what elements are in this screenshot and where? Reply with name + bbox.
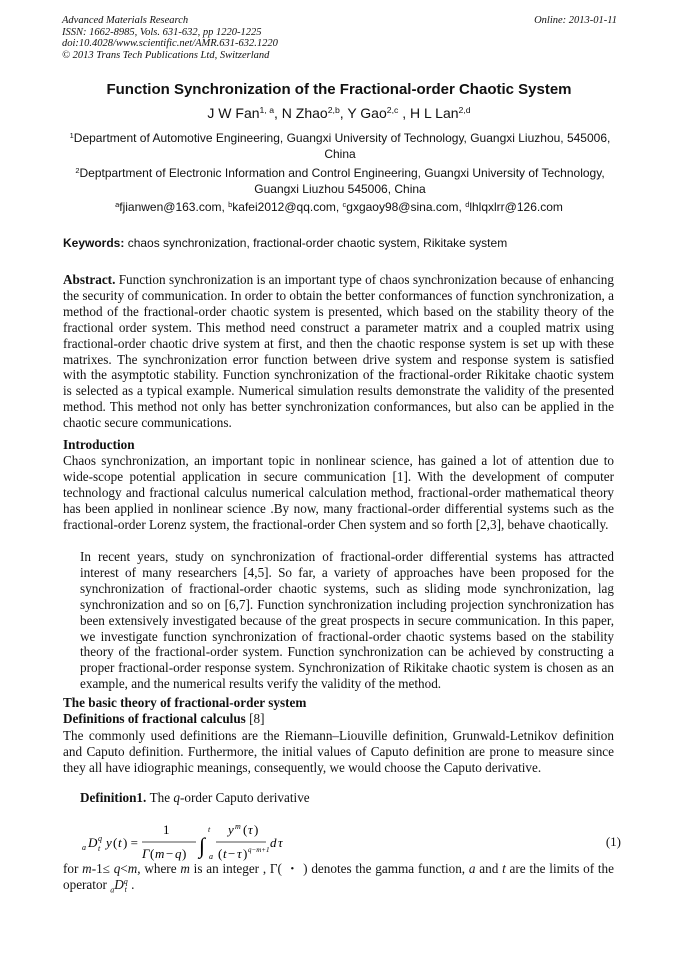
text-run: for xyxy=(63,861,83,876)
svg-text:−: − xyxy=(166,846,174,861)
email-sup: c xyxy=(342,199,347,209)
svg-text:y: y xyxy=(228,822,234,837)
svg-text:m: m xyxy=(155,846,165,861)
author-name: H L Lan xyxy=(410,105,459,121)
svg-text:t: t xyxy=(208,825,211,834)
svg-text:(: ( xyxy=(218,846,223,861)
math-var: m xyxy=(82,861,92,876)
svg-text:): ) xyxy=(254,822,259,837)
intro-paragraph-1: Chaos synchronization, an important topic in nonlinear science, has gained a lot of attention due to wide-scope potential application in secure communication [1]. With the development of computer technology and fractional calculus numerical calculation method, fractional-order mathematical theory has been applied in nonlinear science .By now, many fractional-order differential systems such as the fractional-order Lorenz system, the fractional-order Chen system and so forth [2,3], behave chaotically. xyxy=(63,453,614,532)
caputo-operator-symbol: $_a$D q t xyxy=(110,876,128,895)
svg-text:a: a xyxy=(82,843,86,852)
online-date: Online: 2013-01-11 xyxy=(534,15,617,26)
section-heading-theory: The basic theory of fractional-order system xyxy=(63,695,307,710)
author-name: Y Gao xyxy=(347,105,387,121)
paper-title: Function Synchronization of the Fractional-order Chaotic System xyxy=(106,81,572,98)
author-sup: 2,c xyxy=(386,105,399,116)
abstract-text: Function synchronization is an important type of chaos synchronization because of enhancing the security of communication. In order to obtain the better conformances of function synchronization, a method of the fractional-order chaotic system is presented, which based on the stability theory of the fractional order system. This method need construct a parameter matrix and a coupled matrix using fractional-order chaotic drive system at first, and then the chaotic response system is set up with these matrixes. The synchronization error function between drive system and response system is satisfied with the asymptotic stability. Function synchronization of the fractional-order Rikitake chaotic system is selected as a typical example. Numerical simulation results demonstrate the validity of the presented method. This method not only has better synchronization conformances, but also can be applied in the chaotic secure communications. xyxy=(63,272,614,431)
math-var: m xyxy=(127,861,138,876)
text-run: is an integer , Γ( ・ ) denotes the gamma function, xyxy=(189,861,469,876)
svg-text:): ) xyxy=(243,846,248,861)
author-sep: , xyxy=(398,105,410,121)
svg-text:τ: τ xyxy=(278,835,283,850)
keywords-text: chaos synchronization, fractional-order chaotic system, Rikitake system xyxy=(127,236,508,250)
author-sup: 2,d xyxy=(458,105,471,116)
copyright-line: © 2013 Trans Tech Publications Ltd, Switzerland xyxy=(62,49,270,61)
svg-text:τ: τ xyxy=(237,846,242,861)
definition-1-conditions xyxy=(63,861,614,898)
journal-name: Advanced Materials Research xyxy=(62,15,189,26)
svg-text:q: q xyxy=(175,846,182,861)
svg-text:τ: τ xyxy=(248,822,253,837)
svg-text:(: ( xyxy=(243,822,248,837)
svg-text:y: y xyxy=(106,835,112,850)
text-run: . xyxy=(127,876,135,892)
affiliation-2 xyxy=(60,165,620,197)
svg-text:t: t xyxy=(118,835,122,850)
definition-var: q xyxy=(173,790,181,805)
affiliation-text: Deptpartment of Electronic Information and Control Engineering, Guangxi University of Technology, Guangxi Liuzhou 545006, China xyxy=(79,166,605,196)
email-list: $^a$fjianwen@163.com, $^b$kafei2012@qq.com, $^c$gxgaoy98@sina.com, $^d$lhlqxlrr@126.com xyxy=(115,199,563,214)
text-run: , where xyxy=(137,861,181,876)
email-address: lhlqxlrr@126.com xyxy=(469,200,563,214)
svg-text:D: D xyxy=(88,835,98,850)
affiliation-1 xyxy=(60,130,620,162)
author-sup: 1, a xyxy=(259,105,275,116)
svg-text:q−m+1: q−m+1 xyxy=(248,846,270,854)
affiliation-num: 1 xyxy=(69,130,74,140)
author-name: J W Fan xyxy=(207,105,260,121)
journal-header xyxy=(62,15,617,61)
subsection-title: Definitions of fractional calculus xyxy=(63,711,246,726)
definition-label: Definition1. xyxy=(80,790,147,805)
affiliation-num: 2 xyxy=(75,165,80,175)
math-var: q xyxy=(113,861,121,876)
text-run: < xyxy=(120,861,128,876)
math-var: a xyxy=(468,861,476,876)
svg-text:): ) xyxy=(182,846,187,861)
affiliation-text: Department of Automotive Engineering, Guangxi University of Technology, Guangxi Liuzhou, 545006, China xyxy=(73,131,611,161)
text-run: -1≤ xyxy=(91,861,114,876)
caputo-derivative-equation xyxy=(82,821,602,865)
svg-text:∫: ∫ xyxy=(199,833,206,858)
email-address: fjianwen@163.com xyxy=(119,200,222,214)
svg-text:m: m xyxy=(235,822,241,831)
svg-text:−: − xyxy=(228,846,236,861)
svg-text:q: q xyxy=(98,834,102,843)
author-name: N Zhao xyxy=(281,105,328,121)
author-list xyxy=(0,105,678,121)
abstract xyxy=(63,272,614,431)
math-var: t xyxy=(502,861,506,876)
svg-text:d: d xyxy=(270,835,277,850)
text-run: are the limits of the operator xyxy=(63,861,615,892)
email-sup: b xyxy=(228,199,233,209)
svg-text:t: t xyxy=(98,844,101,853)
text-run: and xyxy=(475,861,503,876)
author-sep: , xyxy=(339,105,348,121)
keywords xyxy=(63,236,507,250)
subsection-heading xyxy=(63,711,264,727)
section-heading-introduction: Introduction xyxy=(63,437,135,452)
issn-line: ISSN: 1662-8985, Vols. 631-632, pp 1220-1225 xyxy=(62,26,262,38)
svg-text:a: a xyxy=(209,852,213,861)
theory-paragraph-1: The commonly used definitions are the Riemann–Liouville definition, Grunwald-Letnikov definition and Caputo definition. Furthermore, the initial values of Caputo definition are prone to measure since they all have idiographic meanings, consequently, we would choose the Caputo derivative. xyxy=(63,728,614,775)
author-sup: 2,b xyxy=(327,105,340,116)
email-sup: d xyxy=(465,199,470,209)
email-address: kafei2012@qq.com xyxy=(232,200,336,214)
svg-text:t: t xyxy=(223,846,227,861)
subsection-ref: [8] xyxy=(249,711,265,726)
author-sep: , xyxy=(274,105,282,121)
email-sup: a xyxy=(115,199,120,209)
doi-line: doi:10.4028/www.scientific.net/AMR.631-632.1220 xyxy=(62,38,278,49)
svg-text:) =: ) = xyxy=(123,835,138,850)
math-var: m xyxy=(180,861,190,876)
keywords-label: Keywords: xyxy=(63,236,125,250)
intro-paragraph-2: In recent years, study on synchronization of fractional-order differential systems has attracted interest of many researchers [4,5]. So far, a variety of approaches have been proposed for the synchronization of fractional-order chaotic systems, such as sliding mode synchronization, lag synchronization and so on [6,7]. Function synchronization including projection synchronization has been extensively investigated because of the great prospects in secure communication. In this paper, we investigate function synchronization of fractional-order chaotic systems based on the stability theory of the fractional-order system. Function synchronization can be achieved by constructing a proper fractional-order response system. Synchronization of Rikitake chaotic system is chosen as an example, and the numerical results verify the validity of the method. xyxy=(80,549,614,692)
equation-number: (1) xyxy=(605,834,621,849)
abstract-label: Abstract. xyxy=(63,272,116,287)
definition-text: -order Caputo derivative xyxy=(180,790,310,805)
svg-text:(: ( xyxy=(150,846,155,861)
svg-text:(: ( xyxy=(113,835,118,850)
definition-1 xyxy=(63,790,614,806)
email-address: gxgaoy98@sina.com xyxy=(346,200,459,214)
svg-text:1: 1 xyxy=(163,822,170,837)
definition-text: The xyxy=(149,790,174,805)
svg-text:Γ: Γ xyxy=(142,846,150,861)
